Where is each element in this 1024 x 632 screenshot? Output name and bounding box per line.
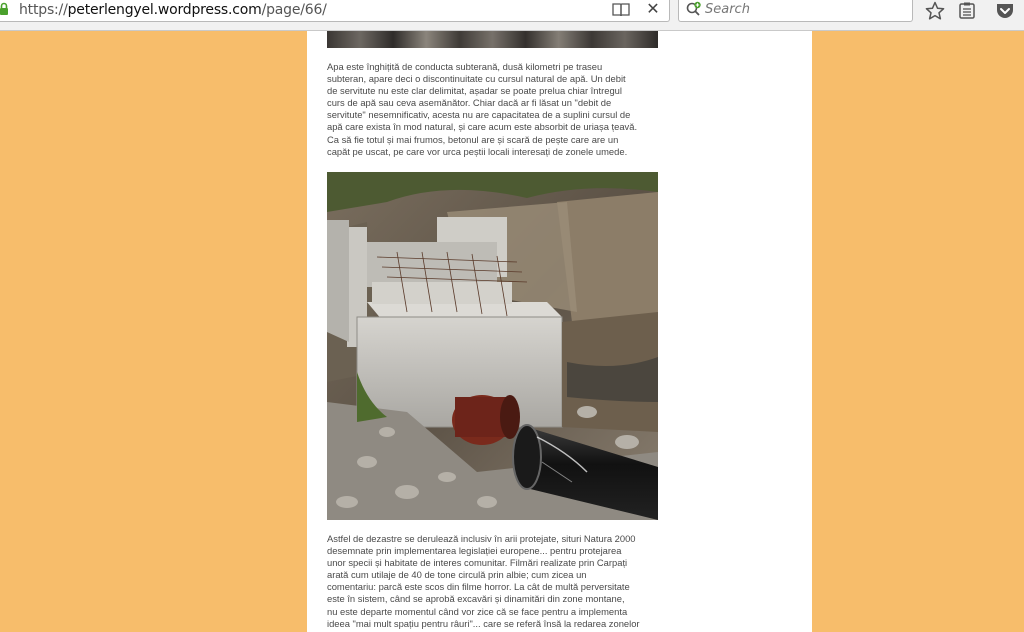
address-bar[interactable] (0, 0, 670, 22)
article-paragraph: Astfel de dezastre se derulează inclusiv în arii protejate, situri Natura 2000 desemnate prin implementarea legislației europene... pentru protejarea unor specii și habitate de interes comunitar. Filmări realizate prin Carpați arată cum utilaje de 40 de tone circulă prin albie; cum zicea un comentariu: parcă este scos din filme horror. La cât de multă perversitate este în sistem, când se aprobă excavări și dinamitări din zone montane, nu este departe momentul când vor zice că se face pentru a implementa ideea "mai mult spațiu pentru râuri"... care se referă însă la redarea zonelor (327, 533, 640, 629)
page-content (307, 31, 812, 632)
article-paragraph: Apa este înghițită de conducta subterană, dusă kilometri pe traseu subteran, apare deci o discontinuitate cu cursul natural de apă. Un debit de servitute nu este clar delimitat, așadar se poate prelua chiar întregul curs de apă sau ceva asemănător. Chiar dacă ar fi lăsat un "debit de servitute" nesemnificativ, acesta nu are capacitatea de a suplini cursul de apă care exista în mod natural, și care acum este absorbit de uriașa țeavă. Ca să fie totul și mai frumos, betonul are și scară de pește care are un capăt pe uscat, pe care vor urca peștii locali interesați de zonele umede. (327, 61, 638, 157)
url-prefix: https:// (19, 2, 68, 18)
url-path: /page/66/ (261, 2, 327, 18)
reader-view-icon[interactable] (611, 2, 631, 18)
lock-icon[interactable] (0, 2, 9, 16)
previous-photo-bottom (327, 31, 658, 48)
bookmark-star-icon[interactable] (924, 0, 946, 22)
pocket-icon[interactable] (994, 0, 1016, 22)
search-icon[interactable] (685, 1, 703, 19)
close-icon[interactable]: ✕ (646, 1, 660, 18)
dam-photo (327, 172, 658, 520)
search-input[interactable] (705, 2, 905, 17)
url-host: peterlengyel.wordpress.com (67, 2, 262, 18)
browser-toolbar (0, 0, 1024, 31)
reading-list-icon[interactable] (956, 0, 978, 22)
search-bar[interactable] (678, 0, 913, 22)
url-text[interactable] (19, 2, 327, 18)
